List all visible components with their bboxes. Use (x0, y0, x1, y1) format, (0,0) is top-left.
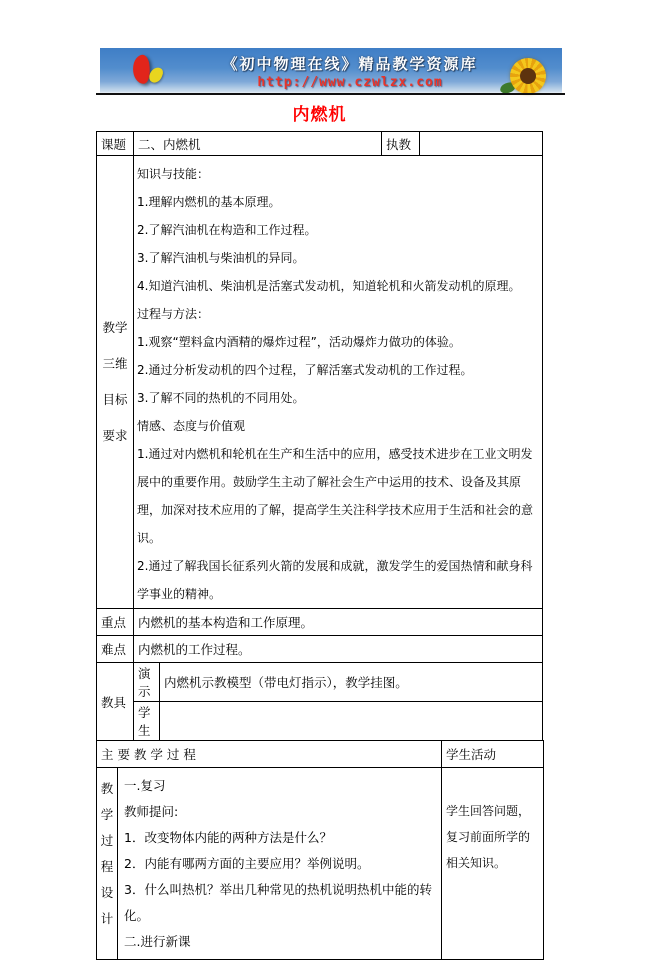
text-line: 程 (100, 859, 114, 874)
process-header-main: 主 要 教 学 过 程 (97, 741, 442, 768)
text-line: 教师提问: (124, 804, 179, 819)
teacher-value (420, 132, 543, 156)
process-header-row (96, 740, 544, 768)
text-line: 4.知道汽油机、柴油机是活塞式发动机，知道轮机和火箭发动机的原理。 (137, 279, 521, 293)
page-title: 内燃机 (292, 105, 347, 125)
aids-demo-label: 演示 (134, 663, 160, 702)
difficult-point-value: 内燃机的工作过程。 (134, 636, 543, 663)
aids-student-value (160, 702, 543, 741)
process-row (96, 767, 544, 960)
site-logo-icon (130, 52, 172, 89)
points-rows (96, 608, 543, 663)
aids-label: 教具 (97, 663, 134, 741)
topic-value: 二、内燃机 (134, 132, 382, 156)
text-line: 2.了解汽油机在构造和工作过程。 (137, 223, 317, 237)
text-line: 学 (100, 807, 114, 822)
text-line: 1.观察“塑料盒内酒精的爆炸过程”，活动爆炸力做功的体验。 (137, 335, 461, 349)
text-line: 1．改变物体内能的两种方法是什么？ (124, 830, 332, 845)
student-activity-content: 学生回答问题，复习前面所学的相关知识。 (442, 768, 544, 960)
text-line: 教学 (102, 320, 128, 335)
banner-divider (96, 93, 565, 95)
aids-rows (96, 662, 543, 741)
text-line: 一.复习 (124, 778, 166, 793)
text-line: 设 (100, 885, 114, 900)
aids-student-label: 学生 (134, 702, 160, 741)
text-line: 过 (100, 833, 114, 848)
banner-site-url: http://www.czwlzx.com (257, 75, 443, 90)
key-point-label: 重点 (97, 609, 134, 636)
teacher-label: 执教 (382, 132, 420, 156)
text-line: 教 (100, 781, 114, 796)
process-content (118, 768, 442, 960)
text-line: 3.了解汽油机与柴油机的异同。 (137, 251, 305, 265)
process-header-student: 学生活动 (442, 741, 544, 768)
topic-label: 课题 (97, 132, 134, 156)
objectives-row (96, 155, 543, 609)
difficult-point-label: 难点 (97, 636, 134, 663)
banner-text-block (200, 53, 500, 90)
text-line: 1.通过对内燃机和轮机在生产和生活中的应用，感受技术进步在工业文明发展中的重要作用。鼓励学生主动了解社会生产中运用的技术、设备及其原理，加深对技术应用的了解，提高学生关注科学技术应用于生活和社会的意识。 (137, 447, 534, 545)
text-line: 过程与方法： (137, 307, 210, 321)
text-line: 1.理解内燃机的基本原理。 (137, 195, 281, 209)
text-line: 目标 (102, 392, 128, 407)
flame-red-icon (131, 54, 152, 85)
objectives-content (134, 156, 543, 609)
text-line: 知识与技能： (137, 167, 210, 181)
key-point-value: 内燃机的基本构造和工作原理。 (134, 609, 543, 636)
text-line: 2.通过了解我国长征系列火箭的发展和成就，激发学生的爱国热情和献身科学事业的精神。 (137, 559, 533, 601)
aids-demo-value: 内燃机示教模型（带电灯指示），教学挂图。 (160, 663, 543, 702)
sunflower-icon (500, 57, 548, 95)
lesson-plan-table (96, 131, 543, 960)
text-line: 三维 (102, 356, 128, 371)
text-line: 2．内能有哪两方面的主要应用？举例说明。 (124, 856, 370, 871)
text-line: 2.通过分析发动机的四个过程，了解活塞式发动机的工作过程。 (137, 363, 473, 377)
site-banner (100, 48, 562, 93)
text-line: 计 (100, 911, 114, 926)
text-line: 二.进行新课 (124, 934, 191, 949)
text-line: 情感、态度与价值观 (137, 419, 246, 433)
topic-row (96, 131, 543, 156)
text-line: 要求 (102, 428, 128, 443)
text-line: 3.了解不同的热机的不同用处。 (137, 391, 305, 405)
text-line: 3．什么叫热机？举出几种常见的热机说明热机中能的转化。 (124, 882, 432, 923)
banner-site-title: 《初中物理在线》精品教学资源库 (222, 55, 478, 73)
objectives-header (97, 156, 134, 609)
process-design-header (97, 768, 118, 960)
